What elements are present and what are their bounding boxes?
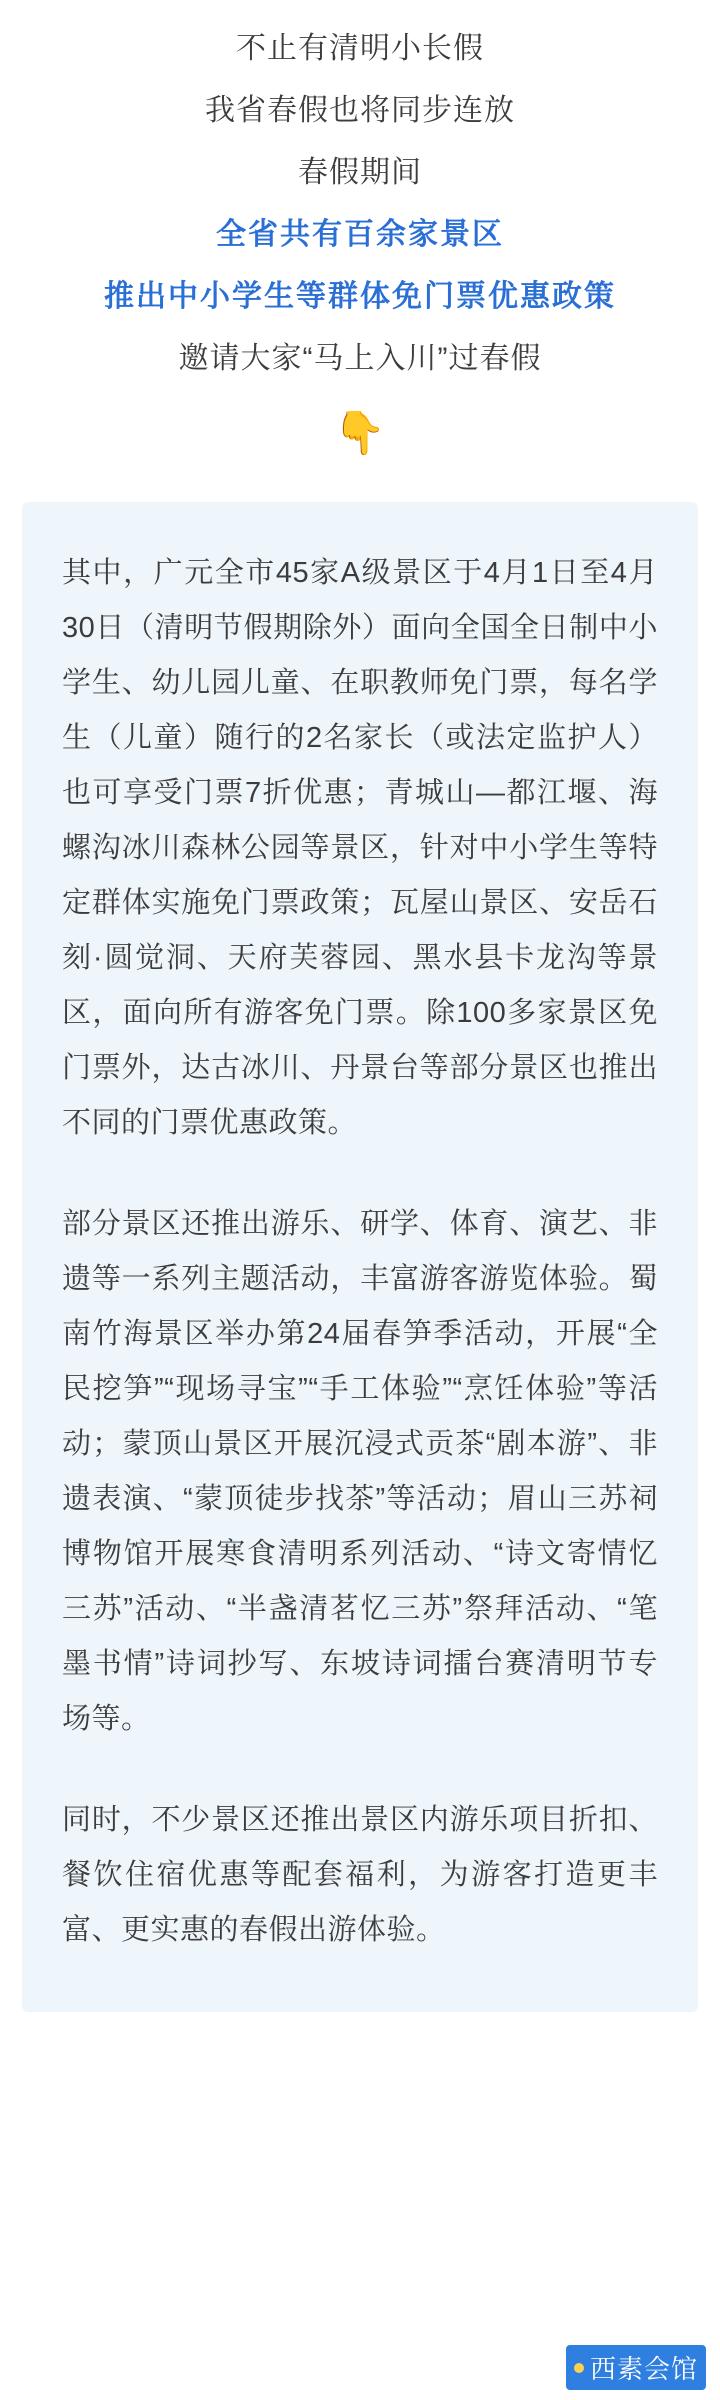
watermark-label: 西素会馆 xyxy=(589,2355,698,2385)
intro-line-4-highlight: 全省共有百余家景区 xyxy=(216,218,504,251)
pointing-down-emoji: 👇 xyxy=(333,409,387,456)
article-paragraph-1: 其中，广元全市45家A级景区于4月1日至4月30日（清明节假期除外）面向全国全日制中小学生、幼儿园儿童、在职教师免门票，每名学生（儿童）随行的2名家长（或法定监护人）也可享受门票7折优惠；青城山—都江堰、海螺沟冰川森林公园等景区，针对中小学生等特定群体实施免门票政策；瓦屋山景区、安岳石刻·圆觉洞、天府芙蓉园、黑水县卡龙沟等景区，面向所有游客免门票。除100多家景区免门票外，达古冰川、丹景台等部分景区也推出不同的门票优惠政策。 xyxy=(62,557,658,1139)
intro-section xyxy=(0,0,720,468)
watermark-dot-icon xyxy=(574,2363,584,2373)
watermark xyxy=(566,2345,706,2390)
intro-line-6: 邀请大家“马上入川”过春假 xyxy=(178,342,542,375)
article-paragraph-2: 部分景区还推出游乐、研学、体育、演艺、非遗等一系列主题活动，丰富游客游览体验。蜀南竹海景区举办第24届春笋季活动，开展“全民挖笋”“现场寻宝”“手工体验”“烹饪体验”等活动；蒙顶山景区开展沉浸式贡茶“剧本游”、非遗表演、“蒙顶徒步找茶”等活动；眉山三苏祠博物馆开展寒食清明系列活动、“诗文寄情忆三苏”活动、“半盏清茗忆三苏”祭拜活动、“笔墨书情”诗词抄写、东坡诗词擂台赛清明节专场等。 xyxy=(62,1208,658,1735)
intro-line-5-highlight: 推出中小学生等群体免门票优惠政策 xyxy=(104,280,616,313)
intro-line-1: 不止有清明小长假 xyxy=(236,32,484,65)
article-paragraph-3: 同时，不少景区还推出景区内游乐项目折扣、餐饮住宿优惠等配套福利，为游客打造更丰富、更实惠的春假出游体验。 xyxy=(62,1804,658,1946)
intro-line-3: 春假期间 xyxy=(298,156,422,189)
intro-line-2: 我省春假也将同步连放 xyxy=(205,94,515,127)
article-card xyxy=(22,502,698,2012)
